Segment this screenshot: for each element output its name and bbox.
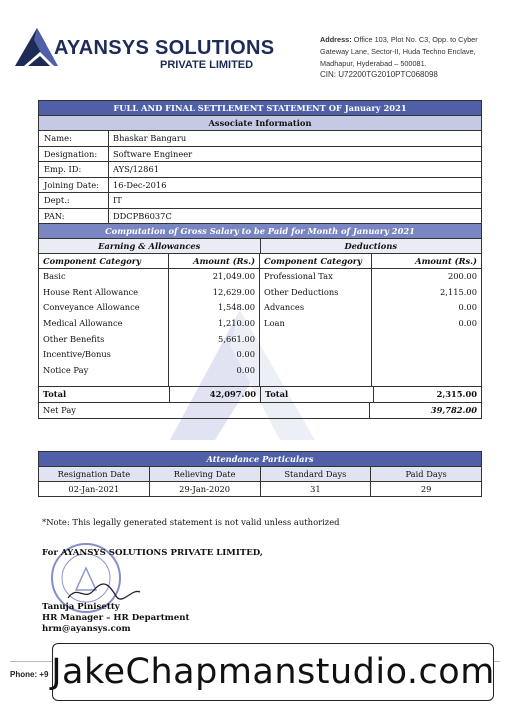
info-key: Name:	[39, 131, 109, 146]
info-key: Emp. ID:	[39, 162, 109, 177]
company-name: AYANSYS SOLUTIONS	[54, 37, 275, 59]
earning-amount: 5,661.00	[218, 333, 255, 344]
signatory-title: HR Manager – HR Department	[42, 613, 190, 623]
earnings-header: Earning & Allowances	[39, 239, 261, 253]
address-label: Address:	[320, 35, 352, 44]
total-label: Total	[261, 387, 374, 402]
attendance-col-header: Standard Days	[261, 467, 372, 481]
signature-icon	[64, 580, 144, 604]
col-header-component: Component Category	[39, 254, 168, 269]
earning-name: Basic	[43, 271, 66, 281]
company-name-suffix: PRIVATE LIMITED	[160, 59, 254, 71]
deduction-amount: 0.00	[458, 318, 477, 329]
deduction-name: Loan	[264, 318, 285, 329]
net-pay-value: 39,782.00	[430, 404, 477, 415]
footer-phone: Phone: +9	[10, 670, 49, 679]
watermark-banner	[52, 643, 494, 701]
settlement-table	[38, 100, 482, 419]
info-key: Dept.:	[39, 193, 109, 208]
earning-amount: 1,210.00	[218, 318, 255, 329]
info-key: Joining Date:	[39, 178, 109, 193]
info-row	[39, 193, 481, 209]
earnings-name-col	[39, 254, 169, 386]
attendance-header: Attendance Particulars	[39, 452, 481, 467]
info-value: Software Engineer	[113, 148, 193, 159]
paid-days: 29	[420, 484, 432, 494]
info-value: AYS/12861	[113, 164, 160, 174]
totals-row	[39, 386, 481, 403]
earning-name: Incentive/Bonus	[43, 349, 111, 360]
net-pay-label: Net Pay	[39, 403, 370, 418]
deductions-amount-col	[372, 254, 481, 386]
deduction-name: Advances	[264, 302, 305, 313]
info-key: PAN:	[39, 209, 109, 224]
computation-header: Computation of Gross Salary to be Paid for Month of January 2021	[39, 224, 481, 239]
signatory-name: Tanuja Pinisetty	[42, 602, 120, 612]
relieving-date: 29-Jan-2020	[150, 482, 261, 496]
earning-amount: 21,049.00	[212, 271, 255, 281]
total-label: Total	[39, 387, 170, 402]
attendance-col-header: Relieving Date	[150, 467, 261, 481]
earning-amount: 12,629.00	[212, 286, 255, 297]
company-address	[320, 34, 495, 71]
col-header-component: Component Category	[260, 254, 371, 269]
earning-amount: 0.00	[236, 365, 255, 376]
info-key: Designation:	[39, 147, 109, 162]
company-cin: CIN: U72200TG2010PTC068098	[320, 70, 438, 79]
earning-name: Conveyance Allowance	[43, 302, 140, 313]
salary-grid	[39, 254, 481, 386]
deductions-name-col	[260, 254, 372, 386]
deduction-amount: 2,115.00	[440, 286, 477, 297]
attendance-values	[39, 482, 481, 496]
info-row	[39, 178, 481, 194]
statement-title: FULL AND FINAL SETTLEMENT STATEMENT OF January 2021	[39, 101, 481, 116]
info-row	[39, 209, 481, 225]
deductions-header: Deductions	[344, 241, 398, 251]
associate-info	[39, 131, 481, 224]
earning-name: Notice Pay	[43, 365, 89, 376]
attendance-col-header: Paid Days	[405, 469, 447, 479]
deduction-name: Other Deductions	[264, 286, 339, 297]
col-header-amount: Amount (Rs.)	[169, 254, 259, 269]
watermark-text: JakeChapmanstudio.com	[51, 652, 495, 692]
earning-name: House Rent Allowance	[43, 286, 139, 297]
resignation-date: 02-Jan-2021	[39, 482, 150, 496]
total-earnings: 42,097.00	[170, 387, 261, 402]
info-row	[39, 162, 481, 178]
attendance-col-header: Resignation Date	[39, 467, 150, 481]
earnings-amount-col	[169, 254, 260, 386]
signatory-block	[42, 602, 189, 635]
signatory-email: hrm@ayansys.com	[42, 624, 131, 634]
earning-amount: 1,548.00	[218, 302, 255, 313]
info-value: 16-Dec-2016	[113, 179, 167, 190]
authorization-note: *Note: This legally generated statement is not valid unless authorized	[42, 517, 340, 527]
net-pay-row	[39, 403, 481, 418]
section-headers	[39, 239, 481, 254]
deduction-amount: 200.00	[447, 271, 477, 281]
company-logo	[10, 22, 275, 77]
earning-amount: 0.00	[236, 349, 255, 360]
address-text: Office 103, Plot No. C3, Opp. to Cyber Gateway Lane, Sector-II, Huda Techno Enclave, Madhapur, Hyderabad – 500081.	[320, 35, 478, 69]
earning-name: Other Benefits	[43, 333, 105, 344]
deduction-amount: 0.00	[458, 302, 477, 313]
total-deductions: 2,315.00	[436, 388, 477, 399]
standard-days: 31	[261, 482, 372, 496]
info-row	[39, 131, 481, 147]
earning-name: Medical Allowance	[43, 318, 123, 329]
info-value: DDCPB6037C	[113, 210, 172, 221]
attendance-table	[38, 451, 482, 497]
info-value: IT	[113, 195, 122, 205]
for-company-line: For AYANSYS SOLUTIONS PRIVATE LIMITED,	[42, 548, 263, 558]
info-row	[39, 147, 481, 163]
attendance-columns	[39, 467, 481, 482]
col-header-amount: Amount (Rs.)	[372, 254, 481, 269]
deduction-name: Professional Tax	[264, 271, 333, 281]
info-value: Bhaskar Bangaru	[113, 133, 187, 143]
associate-info-header: Associate Information	[39, 116, 481, 131]
